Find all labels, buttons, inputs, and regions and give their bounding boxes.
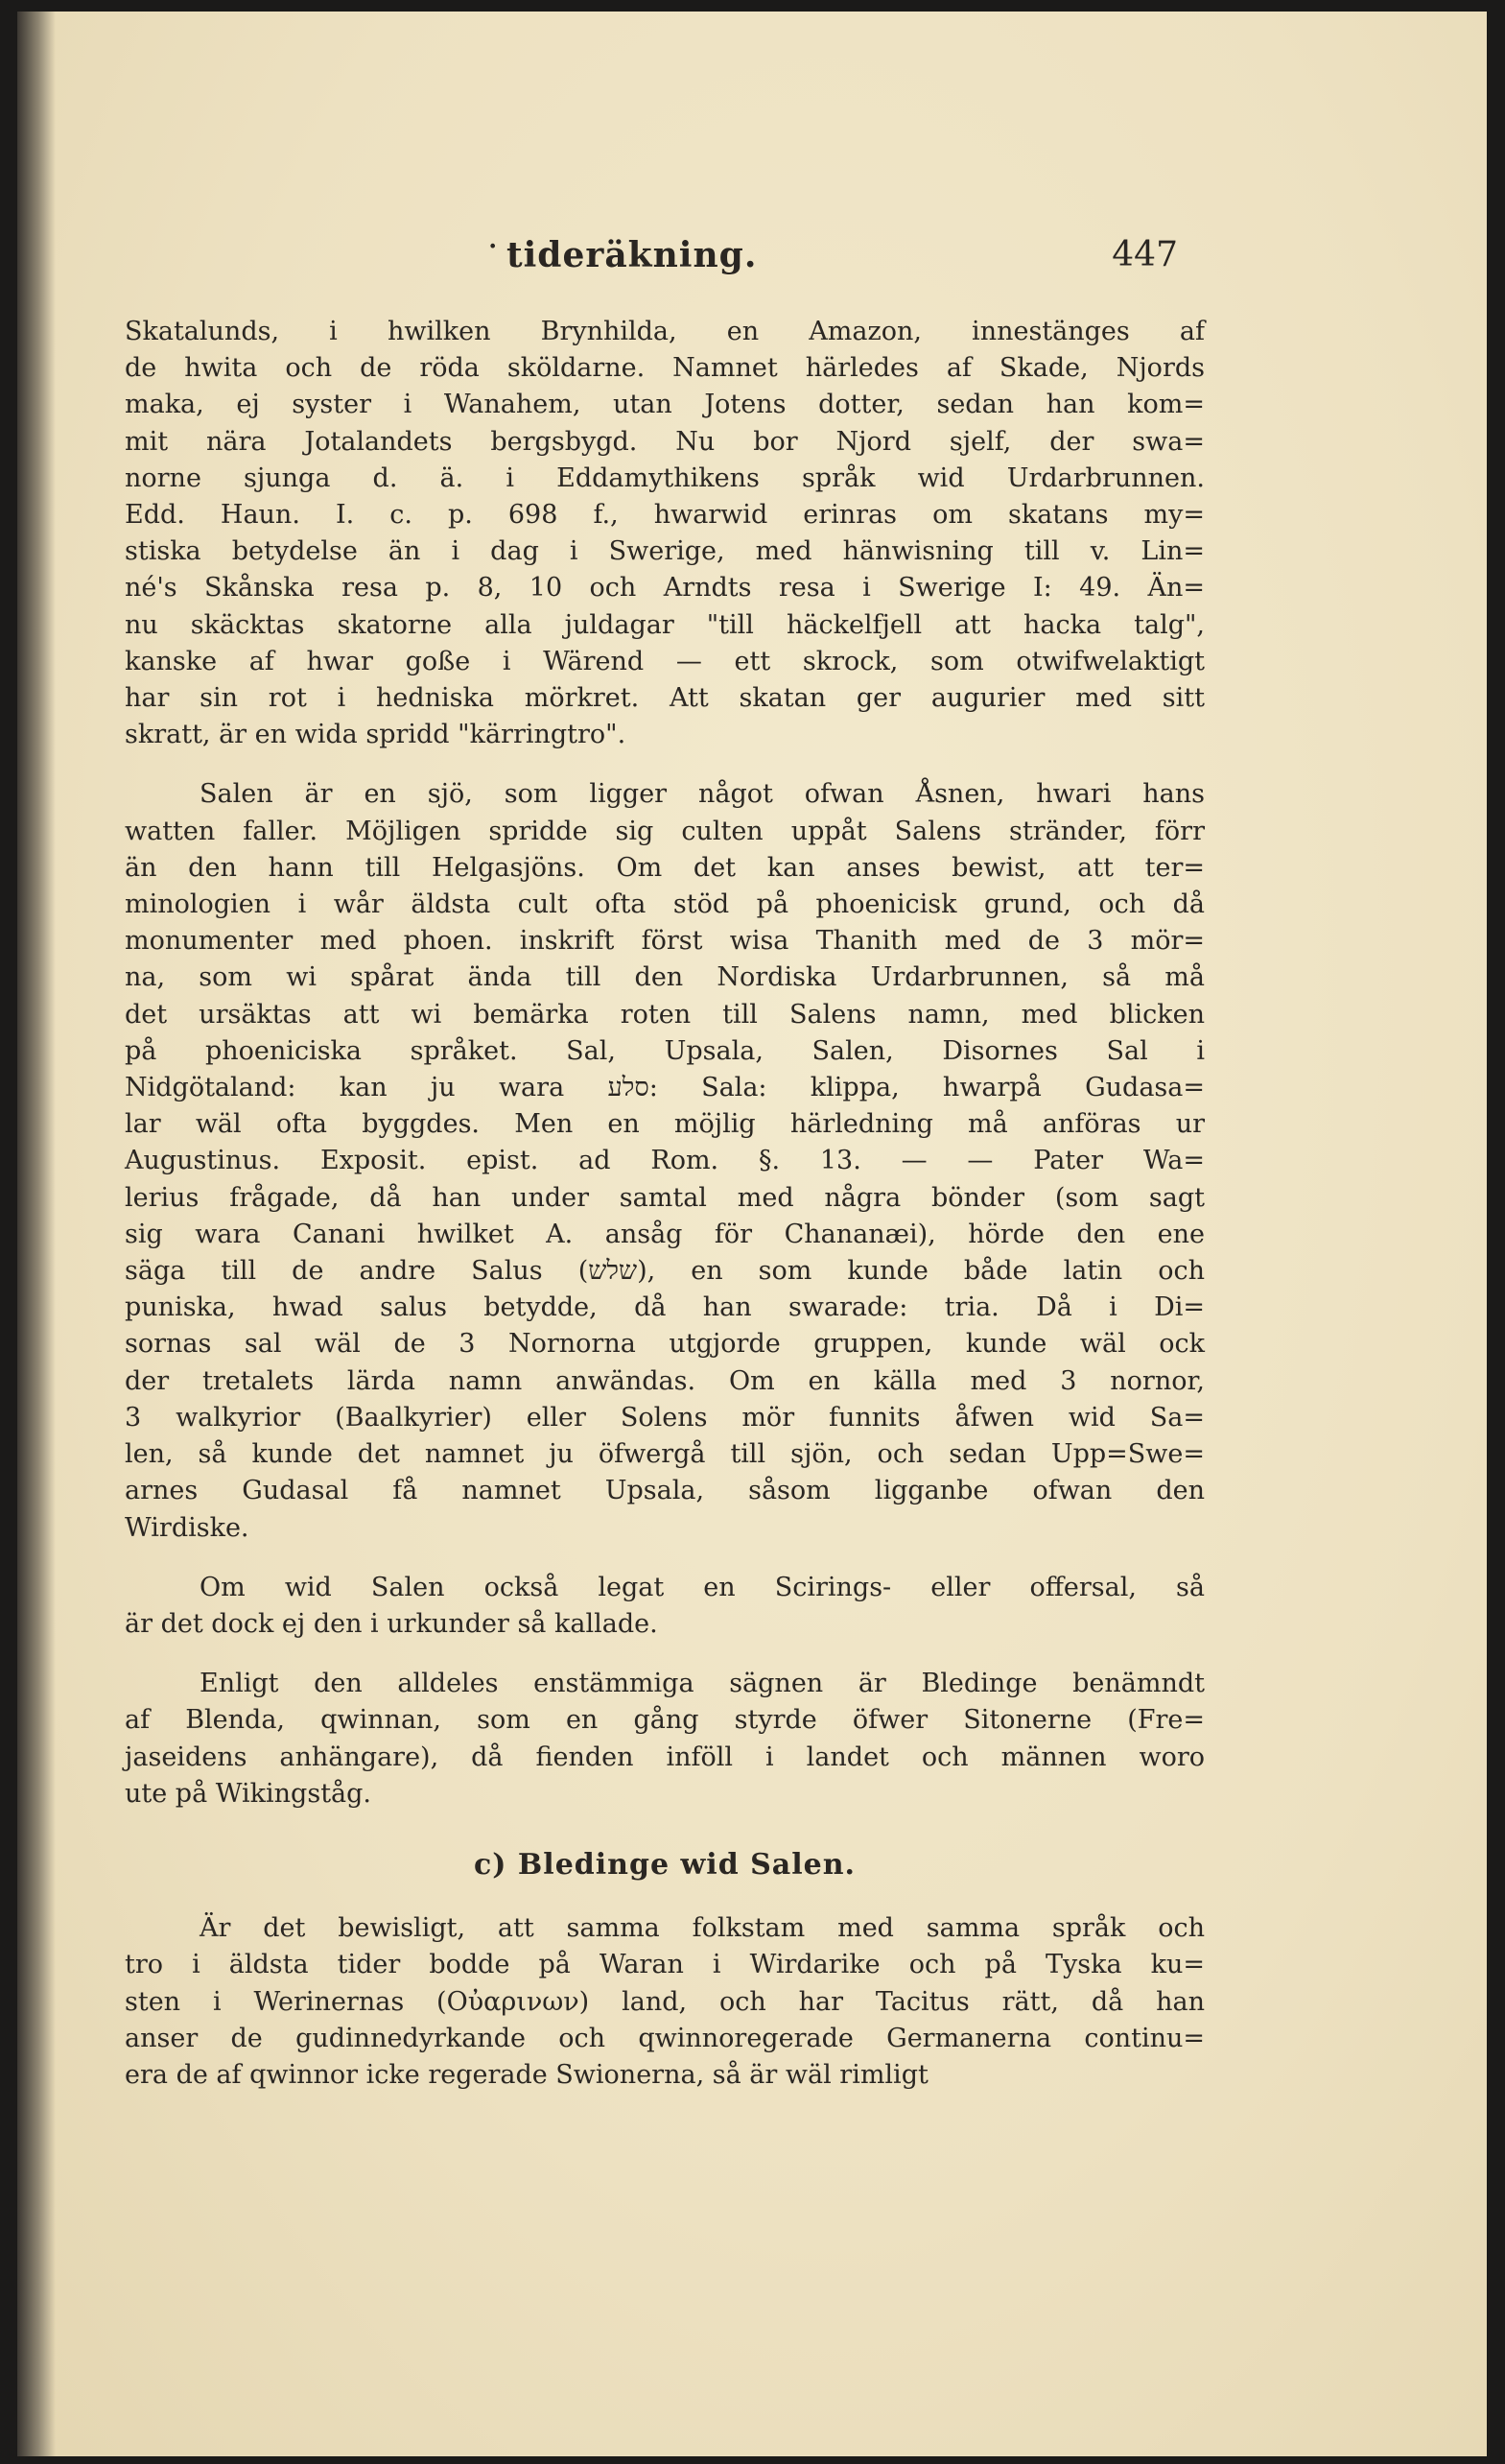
text-line: watten faller. Möjligen spridde sig culten uppåt Salens stränder, förr (125, 816, 1205, 846)
text-line: kanske af hwar goße i Wärend — ett skrock, som otwifwelaktigt (125, 646, 1205, 676)
text-line: tro i äldsta tider bodde på Waran i Wirdarike och på Tyska ku= (125, 1950, 1205, 1980)
text-line: nu skäcktas skatorne alla juldagar "till häckelfjell att hacka talg", (125, 609, 1205, 640)
text-line: Nidgötaland: kan ju wara סלע: Sala: klippa, hwarpå Gudasa= (125, 1073, 1205, 1103)
text-line: stiska betydelse än i dag i Swerige, med hänwisning till v. Lin= (125, 536, 1205, 567)
text-line: är det dock ej den i urkunder så kallade. (125, 1608, 658, 1639)
paragraph (125, 776, 1205, 1546)
text-line: har sin rot i hedniska mörkret. Att skatan ger augurier med sitt (125, 683, 1205, 714)
text-line: na, som wi spårat ända till den Nordiska Urdarbrunnen, så må (125, 962, 1205, 993)
page-body (125, 314, 1205, 2117)
section-heading: c) Bledinge wid Salen. (474, 1847, 856, 1882)
text-line: af Blenda, qwinnan, som en gång styrde öfwer Sitonerne (Fre= (125, 1705, 1205, 1736)
text-line: mit nära Jotalandets bergsbygd. Nu bor Njord sjelf, der swa= (125, 426, 1205, 457)
text-line: än den hann till Helgasjöns. Om det kan anses bewist, att ter= (125, 852, 1205, 883)
text-line: skratt, är en wida spridd "kärringtro". (125, 720, 626, 750)
text-line: Skatalunds, i hwilken Brynhilda, en Amazon, innestänges af (125, 317, 1205, 346)
book-page (17, 12, 1487, 2456)
text-line: sten i Werinernas (Οὐαρινων) land, och har Tacitus rätt, då han (125, 1986, 1205, 2017)
running-title: tideräkning. (506, 235, 758, 275)
paragraph (125, 314, 1205, 753)
text-line: Wirdiske. (125, 1512, 249, 1543)
text-line: jaseidens anhängare), då fienden inföll i landet och männen woro (125, 1741, 1205, 1772)
text-line: 3 walkyrior (Baalkyrier) eller Solens mör funnits åfwen wid Sa= (125, 1402, 1205, 1433)
text-line: minologien i wår äldsta cult ofta stöd på phoenicisk grund, och då (125, 889, 1205, 920)
text-line: puniska, hwad salus betydde, då han swarade: tria. Då i Di= (125, 1292, 1205, 1323)
text-line: maka, ej syster i Wanahem, utan Jotens dotter, sedan han kom= (125, 390, 1205, 420)
text-line: säga till de andre Salus (שלש), en som kunde både latin och (125, 1256, 1205, 1287)
text-line: lar wäl ofta byggdes. Men en möjlig härledning må anföras ur (125, 1109, 1205, 1140)
text-line: sig wara Canani hwilket A. ansåg för Chananæi), hörde den ene (125, 1219, 1205, 1249)
text-line: Edd. Haun. I. c. p. 698 f., hwarwid erinras om skatans my= (125, 500, 1205, 531)
paragraph (125, 1910, 1205, 2094)
text-line: ute på Wikingståg. (125, 1778, 372, 1809)
text-line: det ursäktas att wi bemärka roten till Salens namn, med blicken (125, 999, 1205, 1030)
text-line: len, så kunde det namnet ju öfwergå till sjön, och sedan Upp=Swe= (125, 1439, 1205, 1470)
paragraph (125, 1666, 1205, 1812)
text-line: né's Skånska resa p. 8, 10 och Arndts resa i Swerige I: 49. Än= (125, 573, 1205, 604)
text-line: norne sjunga d. ä. i Eddamythikens språk wid Urdarbrunnen. (125, 462, 1205, 493)
text-line: de hwita och de röda sköldarne. Namnet härledes af Skade, Njords (125, 353, 1205, 384)
text-line: Salen är en sjö, som ligger något ofwan Åsnen, hwari hans (200, 779, 1205, 810)
text-line: der tretalets lärda namn anwändas. Om en källa med 3 nornor, (125, 1365, 1205, 1396)
text-line: på phoeniciska språket. Sal, Upsala, Salen, Disornes Sal i (125, 1035, 1205, 1066)
paragraph (125, 1570, 1205, 1643)
page-header (487, 227, 1178, 285)
header-mark: · (487, 227, 499, 267)
text-line: monumenter med phoen. inskrift först wisa Thanith med de 3 mör= (125, 926, 1205, 957)
text-line: Augustinus. Exposit. epist. ad Rom. §. 13. — — Pater Wa= (125, 1146, 1205, 1176)
text-line: lerius frågade, då han under samtal med några bönder (som sagt (125, 1182, 1205, 1213)
text-line: sornas sal wäl de 3 Nornorna utgjorde gruppen, kunde wäl ock (125, 1329, 1205, 1360)
text-line: Är det bewisligt, att samma folkstam med samma språk och (200, 1913, 1205, 1944)
text-line: era de af qwinnor icke regerade Swionerna, så är wäl rimligt (125, 2059, 929, 2090)
text-line: anser de gudinnedyrkande och qwinnoregerade Germanerna continu= (125, 2023, 1205, 2053)
page-gutter-shadow (17, 12, 56, 2456)
page-number: 447 (1112, 235, 1178, 274)
text-line: arnes Gudasal få namnet Upsala, såsom ligganbe ofwan den (125, 1476, 1205, 1506)
text-line: Om wid Salen också legat en Scirings- eller offersal, så (200, 1572, 1205, 1602)
text-line: Enligt den alldeles enstämmiga sägnen är Bledinge benämndt (200, 1669, 1205, 1699)
